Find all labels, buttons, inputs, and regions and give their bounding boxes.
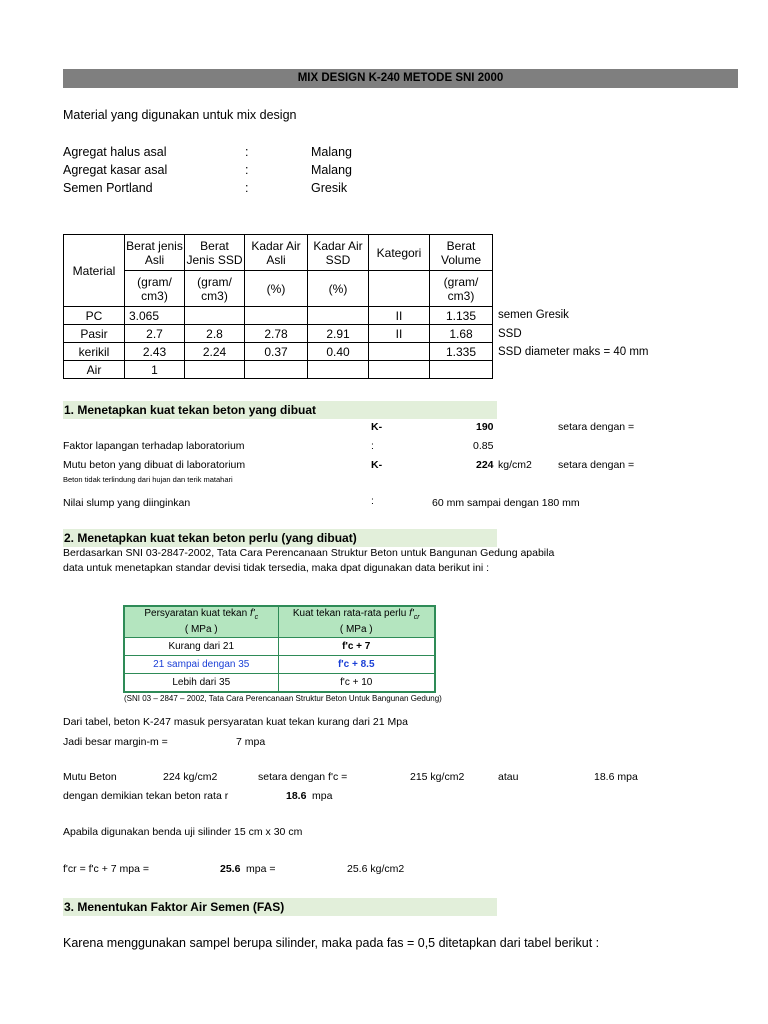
cell: [369, 343, 430, 361]
cell: 2.78: [245, 325, 308, 343]
section-3-heading: 3. Menentukan Faktor Air Semen (FAS): [63, 898, 497, 916]
faktor-label: Faktor lapangan terhadap laboratorium: [63, 440, 245, 452]
cell: [245, 307, 308, 325]
cell: 2.43: [125, 343, 185, 361]
sni-header-1: Persyaratan kuat tekan $f'_c$ ( MPa ): [124, 606, 278, 638]
unit-header: (%): [245, 271, 308, 307]
cell: 1.135: [430, 307, 493, 325]
list-value: Malang: [311, 145, 352, 159]
setara-label: setara dengan f'c =: [258, 771, 348, 783]
list-sep: :: [245, 181, 249, 195]
row-name: PC: [64, 307, 125, 325]
sni-cell: f'c + 10: [278, 674, 435, 693]
faktor-value: 0.85: [473, 440, 494, 452]
cell: II: [369, 325, 430, 343]
row-note: SSD: [498, 328, 522, 340]
cell: 1.68: [430, 325, 493, 343]
table-row: [64, 361, 493, 379]
dari-text: Dari tabel, beton K-247 masuk persyaratan kuat tekan kurang dari 21 Mpa: [63, 716, 408, 728]
row-name: Air: [64, 361, 125, 379]
sni-header-1-unit: ( MPa ): [184, 624, 218, 635]
fcr-label: f'cr = f'c + 7 mpa =: [63, 863, 150, 875]
unit-header: (%): [308, 271, 369, 307]
table-row: [124, 638, 435, 656]
column-header: Kadar Air Asli: [245, 235, 308, 271]
k-value: 190: [476, 421, 494, 433]
mutu-k: K-: [371, 459, 383, 471]
column-header: Kategori: [369, 235, 430, 271]
cell: II: [369, 307, 430, 325]
demikian-label: dengan demikian tekan beton rata r: [63, 790, 229, 802]
row-note: SSD diameter maks = 40 mm: [498, 346, 649, 358]
demikian-unit: mpa: [312, 790, 333, 802]
paragraph: Berdasarkan SNI 03-2847-2002, Tata Cara Perencanaan Struktur Beton untuk Bangunan Gedung apabila: [63, 547, 555, 559]
cell: [185, 307, 245, 325]
cell: [245, 361, 308, 379]
table-row: [124, 656, 435, 674]
column-header: Berat Volume: [430, 235, 493, 271]
material-table: [63, 234, 493, 379]
mutu-label: Mutu beton yang dibuat di laboratorium: [63, 459, 246, 471]
sni-cell: f'c + 8.5: [278, 656, 435, 674]
cell: 0.40: [308, 343, 369, 361]
cell: 2.7: [125, 325, 185, 343]
faktor-sep: :: [371, 440, 374, 452]
margin-label: Jadi besar margin-m =: [63, 736, 168, 748]
cell: 2.8: [185, 325, 245, 343]
fc-value: 215 kg/cm2: [410, 771, 465, 783]
paragraph: data untuk menetapkan standar devisi tidak tersedia, maka dpat digunakan data berikut ini :: [63, 562, 490, 574]
sni-caption: (SNI 03 – 2847 – 2002, Tata Cara Perencanaan Struktur Beton Untuk Bangunan Gedung): [124, 694, 442, 703]
intro-text: Material yang digunakan untuk mix design: [63, 108, 297, 122]
unit-header: (gram/ cm3): [125, 271, 185, 307]
section-1-heading: 1. Menetapkan kuat tekan beton yang dibuat: [63, 401, 497, 419]
atau-label: atau: [498, 771, 519, 783]
row-note: semen Gresik: [498, 309, 569, 321]
row-name: kerikil: [64, 343, 125, 361]
page-title: MIX DESIGN K-240 METODE SNI 2000: [63, 69, 738, 88]
table-row: [124, 674, 435, 693]
unit-header: (gram/ cm3): [430, 271, 493, 307]
mutu-value: 224: [476, 459, 494, 471]
cell: 1.335: [430, 343, 493, 361]
table-row: [64, 325, 493, 343]
fas-paragraph: Karena menggunakan sampel berupa silinder, maka pada fas = 0,5 ditetapkan dari tabel berikut :: [63, 936, 600, 950]
list-label: Semen Portland: [63, 181, 153, 195]
mutu-unit: kg/cm2: [498, 459, 532, 471]
row-name: Pasir: [64, 325, 125, 343]
header-material: Material: [64, 235, 125, 307]
slump-label: Nilai slump yang diinginkan: [63, 497, 191, 509]
mpa-value: 18.6 mpa: [594, 771, 638, 783]
sni-cell: f'c + 7: [278, 638, 435, 656]
cell: 0.37: [245, 343, 308, 361]
list-label: Agregat halus asal: [63, 145, 167, 159]
sni-header-2-unit: ( MPa ): [339, 624, 373, 635]
demikian-value: 18.6: [286, 790, 307, 802]
list-sep: :: [245, 145, 249, 159]
fcr-unit: mpa =: [246, 863, 276, 875]
mutu-equiv: setara dengan =: [558, 459, 635, 471]
list-sep: :: [245, 163, 249, 177]
margin-value: 7 mpa: [236, 736, 266, 748]
sni-cell: 21 sampai dengan 35: [124, 656, 278, 674]
unit-header: [369, 271, 430, 307]
fcr-kg: 25.6 kg/cm2: [347, 863, 405, 875]
list-label: Agregat kasar asal: [63, 163, 168, 177]
cell: 2.91: [308, 325, 369, 343]
cell: 3.065: [125, 307, 185, 325]
cell: 1: [125, 361, 185, 379]
apabila-text: Apabila digunakan benda uji silinder 15 cm x 30 cm: [63, 826, 303, 838]
fcr-value: 25.6: [220, 863, 241, 875]
sni-header-2-text: Kuat tekan rata-rata perlu: [292, 608, 410, 619]
slump-value: 60 mm sampai dengan 180 mm: [432, 497, 580, 509]
sni-header-2: Kuat tekan rata-rata perlu $f'_{cr}$ ( MPa ): [278, 606, 435, 638]
table-row: [64, 307, 493, 325]
mutu-note: Beton tidak terlindung dari hujan dan terik matahari: [63, 475, 233, 484]
list-value: Gresik: [311, 181, 348, 195]
cell: [185, 361, 245, 379]
column-header: Berat jenis Asli: [125, 235, 185, 271]
unit-header: (gram/ cm3): [185, 271, 245, 307]
equiv-label: setara dengan =: [558, 421, 635, 433]
mutu-beton-value: 224 kg/cm2: [163, 771, 218, 783]
column-header: Berat Jenis SSD: [185, 235, 245, 271]
k-label: K-: [371, 421, 383, 433]
sni-header-1-text: Persyaratan kuat tekan: [144, 608, 250, 619]
cell: [308, 307, 369, 325]
cell: [430, 361, 493, 379]
sni-cell: Lebih dari 35: [124, 674, 278, 693]
mutu-beton-label: Mutu Beton: [63, 771, 117, 783]
cell: [308, 361, 369, 379]
section-2-heading: 2. Menetapkan kuat tekan beton perlu (yang dibuat): [63, 529, 497, 547]
sni-cell: Kurang dari 21: [124, 638, 278, 656]
sni-table: [123, 605, 436, 693]
list-value: Malang: [311, 163, 352, 177]
cell: 2.24: [185, 343, 245, 361]
column-header: Kadar Air SSD: [308, 235, 369, 271]
slump-sep: :: [371, 495, 374, 507]
table-row: [64, 343, 493, 361]
cell: [369, 361, 430, 379]
